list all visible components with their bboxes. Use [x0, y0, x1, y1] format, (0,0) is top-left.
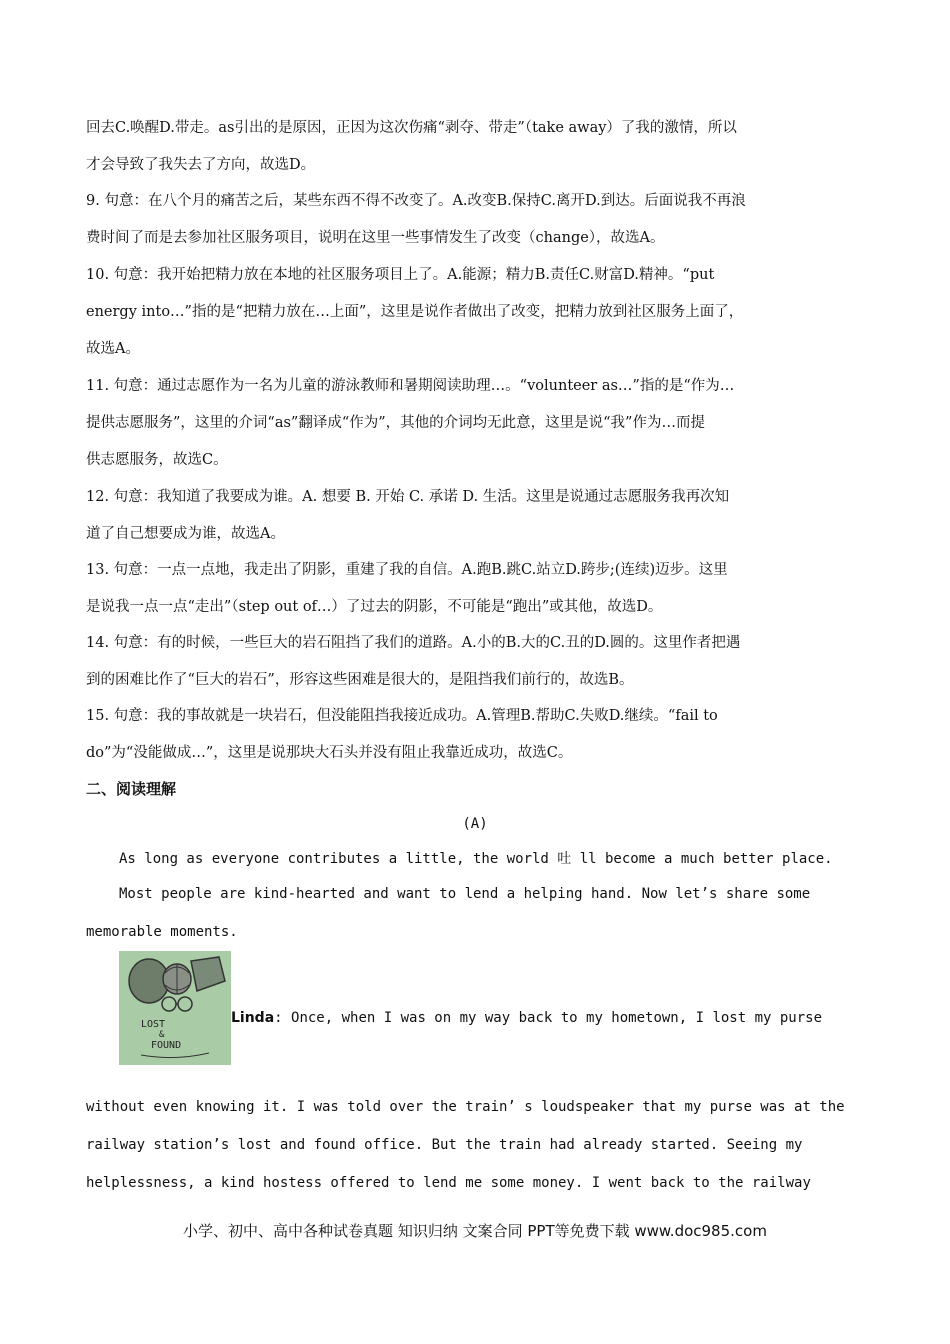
- text-line: 提供志愿服务”，这里的介词“as”翻译成“作为”，其他的介词均无此意，这里是说“我”作为…而提: [86, 415, 705, 431]
- passage-line: memorable moments.: [86, 924, 238, 940]
- lost-found-drawing-icon: [119, 951, 231, 1065]
- text-line: 才会导致了我失去了方向，故选D。: [86, 157, 316, 173]
- speaker-line: [231, 1008, 871, 1028]
- footer-promo: 小学、初中、高中各种试卷真题 知识归纳 文案合同 PPT等免费下载 www.doc985.com: [183, 1222, 767, 1240]
- image-label-lost: LOST: [141, 1019, 166, 1030]
- image-label-found: FOUND: [151, 1040, 182, 1051]
- passage-label: (A): [462, 816, 488, 832]
- passage-line: without even knowing it. I was told over the train’ s loudspeaker that my purse was at the: [86, 1099, 845, 1115]
- text-line: 到的困难比作了“巨大的岩石”，形容这些困难是很大的，是阻挡我们前行的，故选B。: [86, 672, 634, 688]
- passage-line: As long as everyone contributes a little, the world 吐 ll become a much better place.: [119, 851, 833, 867]
- text-line: 14. 句意：有的时候，一些巨大的岩石阻挡了我们的道路。A.小的B.大的C.丑的D.圆的。这里作者把遇: [86, 635, 741, 651]
- text-line: 11. 句意：通过志愿作为一名为儿童的游泳教师和暑期阅读助理…。“volunteer as…”指的是“作为…: [86, 378, 735, 394]
- speaker-name: Linda: [231, 1010, 275, 1026]
- text-line: 12. 句意：我知道了我要成为谁。A. 想要 B. 开始 C. 承诺 D. 生活。这里是说通过志愿服务我再次知: [86, 489, 730, 505]
- lost-and-found-illustration: [119, 951, 231, 1065]
- text-line: 13. 句意：一点一点地，我走出了阴影，重建了我的自信。A.跑B.跳C.站立D.跨步;(连续)迈步。这里: [86, 562, 728, 578]
- text-line: 费时间了而是去参加社区服务项目，说明在这里一些事情发生了改变（change），故选A。: [86, 230, 665, 246]
- text-line: energy into…”指的是“把精力放在…上面”，这里是说作者做出了改变，把精力放到社区服务上面了，: [86, 304, 744, 320]
- text-line: 道了自己想要成为谁，故选A。: [86, 526, 285, 542]
- text-line: 回去C.唤醒D.带走。as引出的是原因，正因为这次伤痛“剥夺、带走”（take away）了我的激情，所以: [86, 120, 737, 136]
- text-line: do”为“没能做成…”，这里是说那块大石头并没有阻止我靠近成功，故选C。: [86, 745, 573, 761]
- text-line: 9. 句意：在八个月的痛苦之后，某些东西不得不改变了。A.改变B.保持C.离开D.到达。后面说我不再浪: [86, 193, 746, 209]
- text-line: 故选A。: [86, 341, 140, 357]
- passage-line: Most people are kind-hearted and want to lend a helping hand. Now let’s share some: [119, 886, 811, 902]
- text-line: 10. 句意：我开始把精力放在本地的社区服务项目上了。A.能源；精力B.责任C.财富D.精神。“put: [86, 267, 715, 283]
- passage-line: railway station’s lost and found office. But the train had already started. Seeing my: [86, 1137, 803, 1153]
- text-line: 15. 句意：我的事故就是一块岩石，但没能阻挡我接近成功。A.管理B.帮助C.失败D.继续。“fail to: [86, 708, 718, 724]
- text-line: 供志愿服务，故选C。: [86, 452, 228, 468]
- passage-line: helplessness, a kind hostess offered to lend me some money. I went back to the railway: [86, 1175, 811, 1191]
- text-line: 是说我一点一点“走出”（step out of…）了过去的阴影，不可能是“跑出”或其他，故选D。: [86, 599, 663, 615]
- image-label-amp: &: [159, 1030, 165, 1040]
- section-heading: 二、阅读理解: [86, 780, 177, 798]
- speaker-text: : Once, when I was on my way back to my hometown, I lost my purse: [274, 1010, 823, 1026]
